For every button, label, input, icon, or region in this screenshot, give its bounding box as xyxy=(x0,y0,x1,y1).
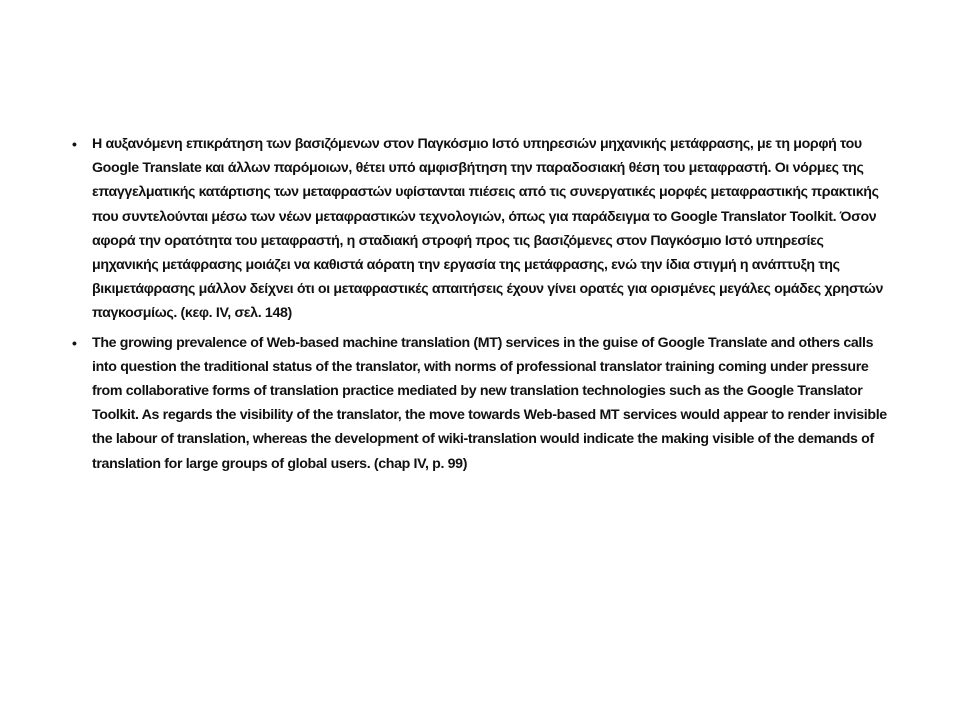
bullet-text-greek: Η αυξανόμενη επικράτηση των βασιζόμενων στον Παγκόσμιο Ιστό υπηρεσιών μηχανικής μετάφρασης, με τη μορφή του Google Translate και άλλων παρόμοιων, θέτει υπό αμφισβήτηση την παραδοσιακή θέση του μεταφραστή. Οι νόρμες της επαγγελματικής κατάρτισης των μεταφραστών υφίστανται πιέσεις από τις συνεργατικές μορφές μεταφραστικής πρακτικής που συντελούνται μέσω των νέων μεταφραστικών τεχνολογιών, όπως για παράδειγμα το Google Translator Toolkit. Όσον αφορά την ορατότητα του μεταφραστή, η σταδιακή στροφή προς τις βασιζόμενες στον Παγκόσμιο Ιστό υπηρεσίες μηχανικής μετάφρασης μοιάζει να καθιστά αόρατη την εργασία της μετάφρασης, ενώ την ίδια στιγμή η ανάπτυξη της βικιμετάφρασης μάλλον δείχνει ότι οι μεταφραστικές απαιτήσεις έχουν γίνει ορατές για ορισμένες μεγάλες ομάδες χρηστών παγκοσμίως. (κεφ. IV, σελ. 148) xyxy=(92,136,884,322)
bullet-marker: • xyxy=(72,334,77,351)
bullet-list xyxy=(72,132,890,481)
bullet-marker: • xyxy=(72,136,77,152)
bullet-english xyxy=(72,331,890,476)
bullet-greek xyxy=(72,132,890,326)
bullet-text-english: The growing prevalence of Web-based machine translation (MT) services in the guise of Google Translate and others calls into question the traditional status of the translator, with norms of professional translator training coming under pressure from collaborative forms of translation practice mediated by new translation technologies such as the Google Translator Toolkit. As regards the visibility of the translator, the move towards Web-based MT services would appear to render invisible the labour of translation, whereas the development of wiki-translation would indicate the making visible of the demands of translation for large groups of global users. (chap IV, p. 99) xyxy=(92,334,887,472)
